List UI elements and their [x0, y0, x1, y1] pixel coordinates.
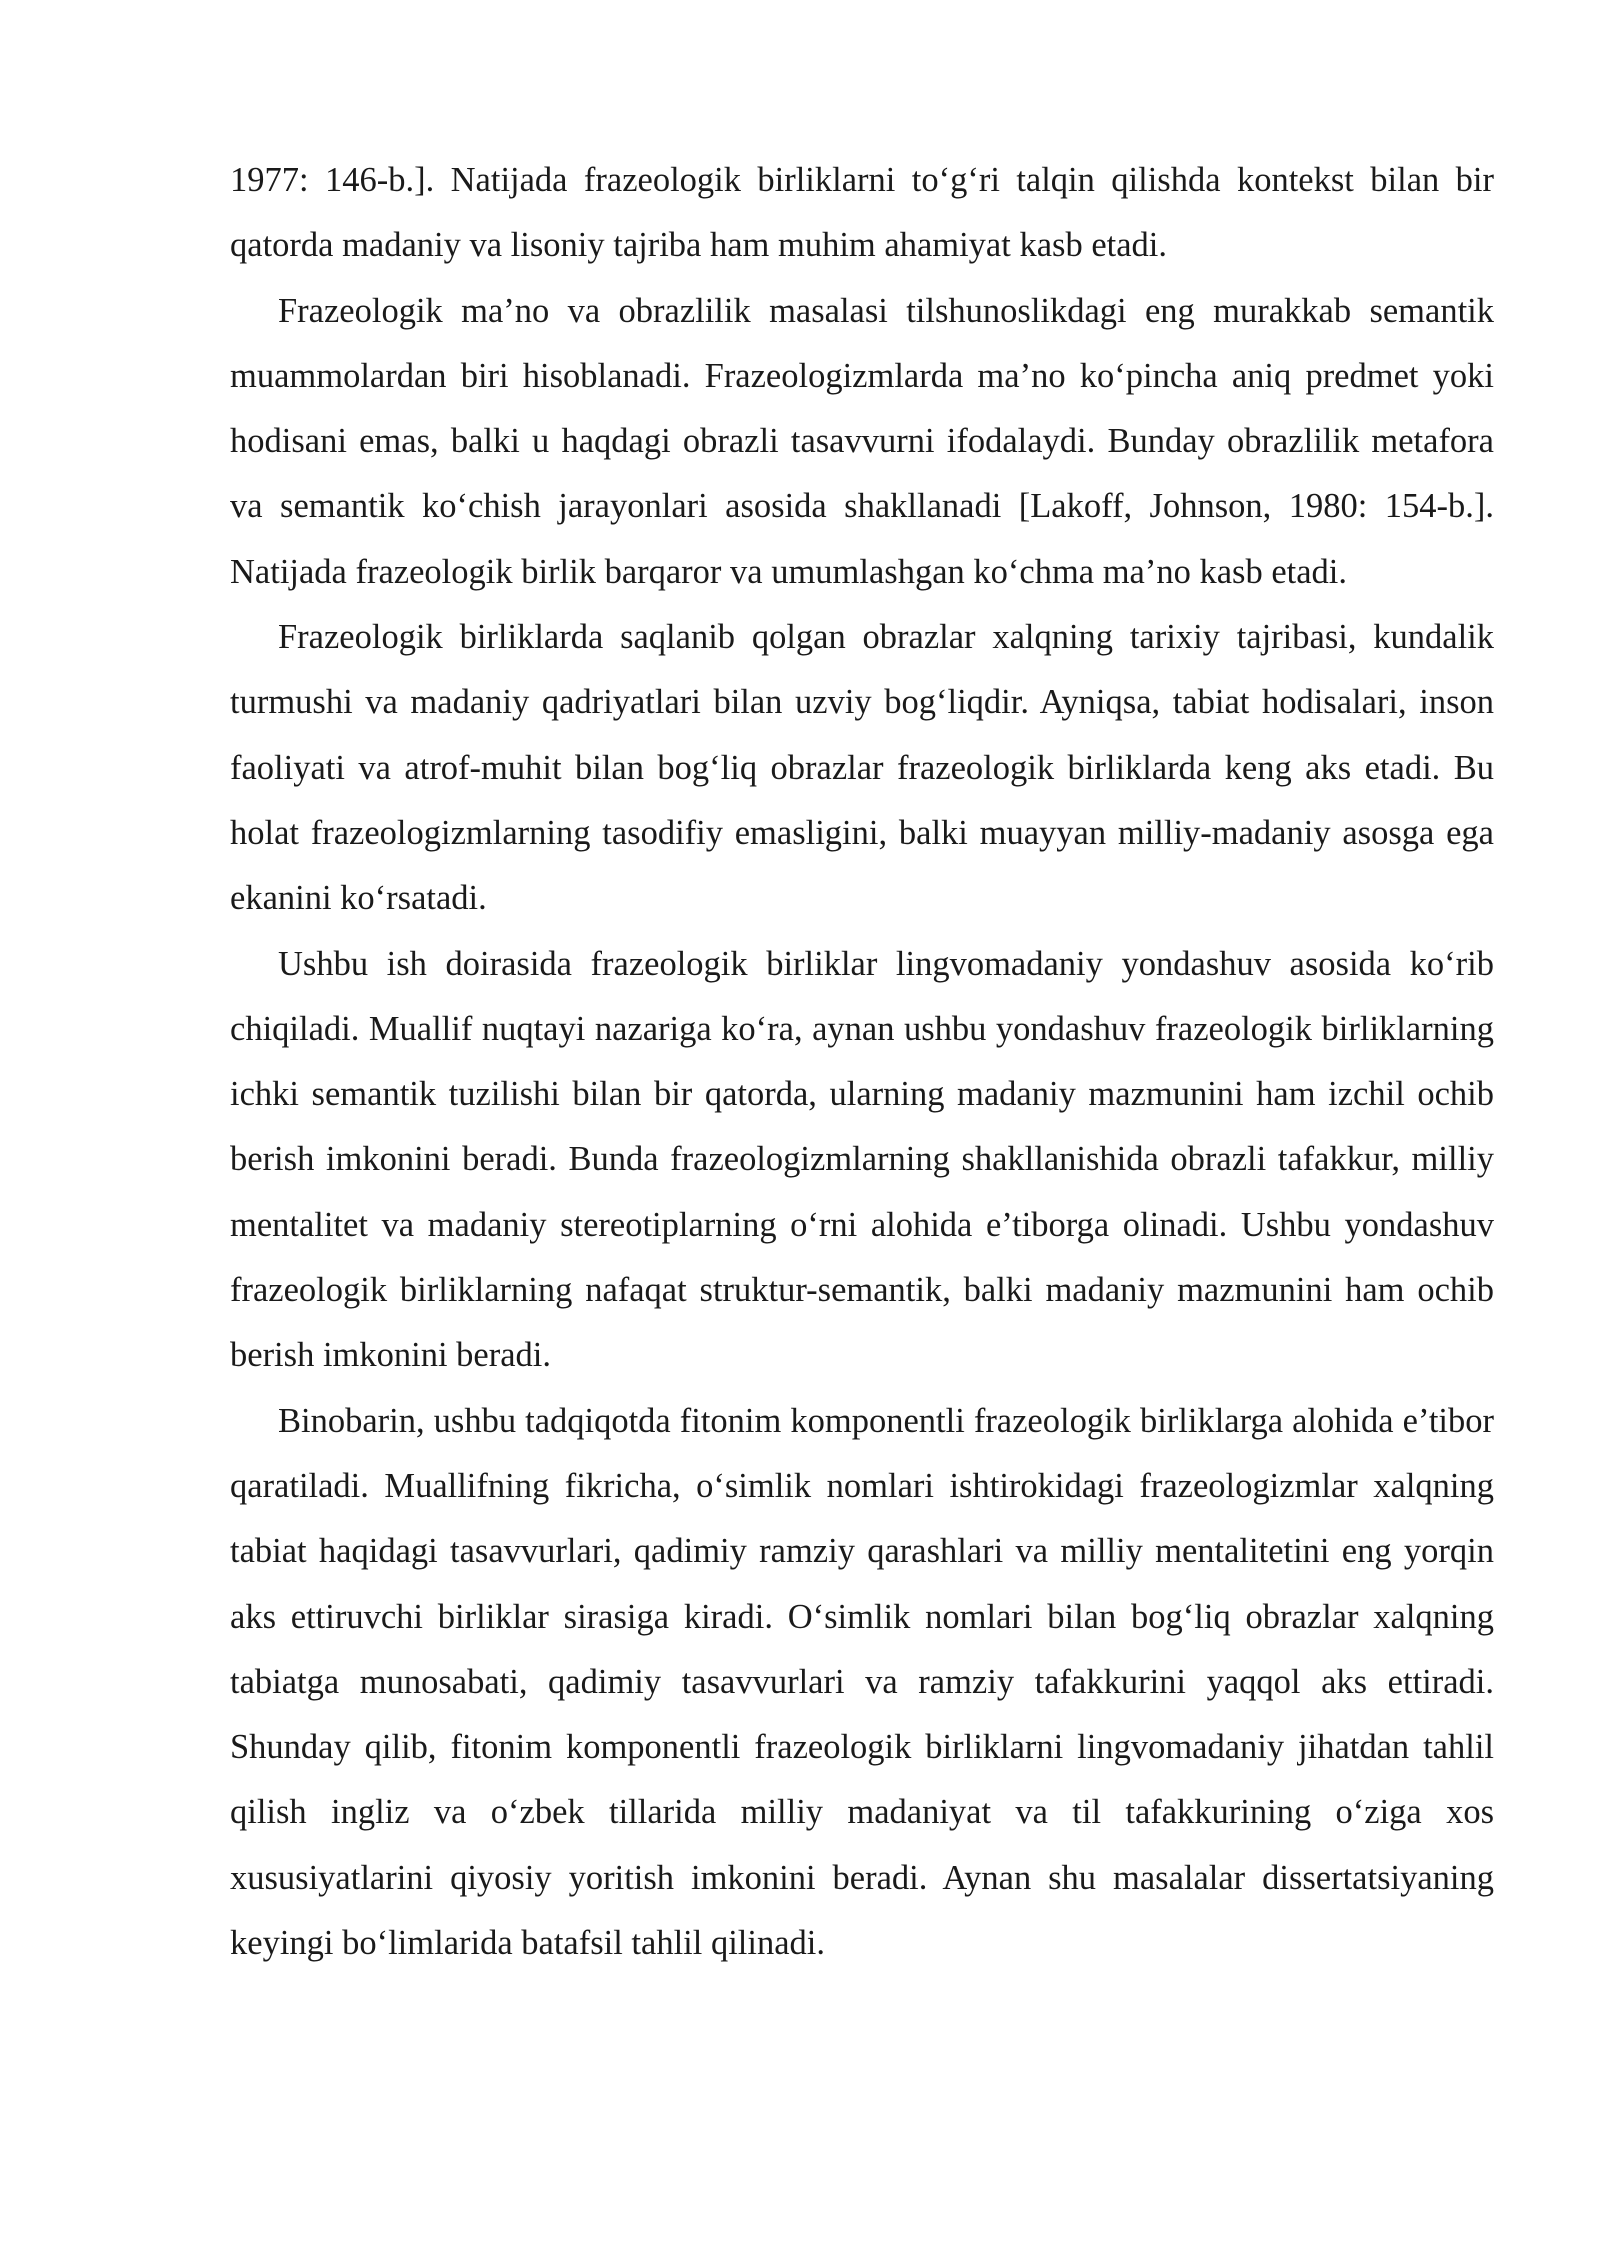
paragraph-continuation: 1977: 146-b.]. Natijada frazeologik birliklarni to‘g‘ri talqin qilishda kontekst bilan bir qatorda madaniy va lisoniy tajriba ham muhim ahamiyat kasb etadi. [230, 161, 1494, 265]
paragraph-obrazlar: Frazeologik birliklarda saqlanib qolgan obrazlar xalqning tarixiy tajribasi, kundalik turmushi va madaniy qadriyatlari bilan uzviy bog‘liqdir. Ayniqsa, tabiat hodisalari, inson faoliyati va atrof-muhit bilan bog‘liq obrazlar frazeologik birliklarda keng aks etadi. Bu holat frazeologizmlarning tasodifiy emasligini, balki muayyan milliy-madaniy asosga ega ekanini ko‘rsatadi. [230, 618, 1494, 918]
paragraph-lingvomadaniy-yondashuv: Ushbu ish doirasida frazeologik birliklar lingvomadaniy yondashuv asosida ko‘rib chiqiladi. Muallif nuqtayi nazariga ko‘ra, aynan ushbu yondashuv frazeologik birliklarning ichki semantik tuzilishi bilan bir qatorda, ularning madaniy mazmunini ham izchil ochib berish imkonini beradi. Bunda frazeologizmlarning shakllanishida obrazli tafakkur, milliy mentalitet va madaniy stereotiplarning o‘rni alohida e’tiborga olinadi. Ushbu yondashuv frazeologik birliklarning nafaqat struktur-semantik, balki madaniy mazmunini ham ochib berish imkonini beradi. [230, 944, 1494, 1375]
paragraph-fitonim-komponentli: Binobarin, ushbu tadqiqotda fitonim komponentli frazeologik birliklarga alohida e’tibor qaratiladi. Muallifning fikricha, o‘simlik nomlari ishtirokidagi frazeologizmlar xalqning tabiat haqidagi tasavvurlari, qadimiy ramziy qarashlari va milliy mentalitetini eng yorqin aks ettiruvchi birliklar sirasiga kiradi. O‘simlik nomlari bilan bog‘liq obrazlar xalqning tabiatga munosabati, qadimiy tasavvurlari va ramziy tafakkurini yaqqol aks ettiradi. Shunday qilib, fitonim komponentli frazeologik birliklarni lingvomadaniy jihatdan tahlil qilish ingliz va o‘zbek tillarida milliy madaniyat va til tafakkurining o‘ziga xos xususiyatlarini qiyosiy yoritish imkonini beradi. Aynan shu masalalar dissertatsiyaning keyingi bo‘limlarida batafsil tahlil qilinadi. [230, 1401, 1494, 1963]
paragraph-frazeologik-mano: Frazeologik ma’no va obrazlilik masalasi tilshunoslikdagi eng murakkab semantik muammolardan biri hisoblanadi. Frazeologizmlarda ma’no ko‘pincha aniq predmet yoki hodisani emas, balki u haqdagi obrazli tasavvurni ifodalaydi. Bunday obrazlilik metafora va semantik ko‘chish jarayonlari asosida shakllanadi [Lakoff, Johnson, 1980: 154-b.]. Natijada frazeologik birlik barqaror va umumlashgan ko‘chma ma’no kasb etadi. [230, 291, 1494, 591]
document-body [230, 148, 1494, 1976]
